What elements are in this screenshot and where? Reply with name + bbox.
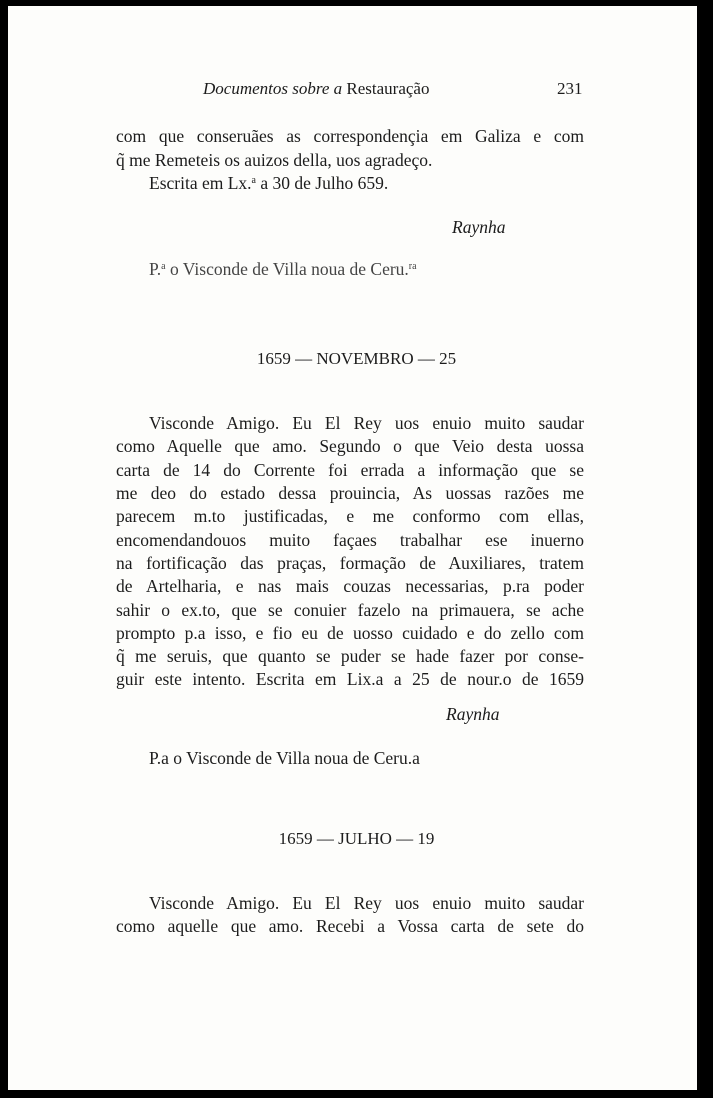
text-line: prompto p.a isso, e fio eu de uosso cuidado e do zello com bbox=[116, 623, 584, 643]
text-line: q̃ me seruis, que quanto se puder se hade fazer por conse- bbox=[116, 646, 584, 666]
text-line: encomendandouos muito façaes trabalhar ese inuerno bbox=[116, 530, 584, 550]
text-line: Visconde Amigo. Eu El Rey uos enuio muito saudar bbox=[149, 413, 584, 433]
address-line: P.$^a$ o Visconde de Villa noua de Ceru.$^{ra}$ bbox=[149, 259, 417, 279]
date-heading: 1659 — NOVEMBRO — 25 bbox=[256, 349, 457, 368]
page-number: 231 bbox=[557, 79, 583, 98]
text-line: parecem m.to justificadas, e me conformo com ellas, bbox=[116, 506, 584, 526]
signature: Raynha bbox=[446, 704, 500, 724]
scan-border-right bbox=[697, 0, 713, 1098]
text-line: de Artelharia, e nas mais couzas necessarias, p.ra poder bbox=[116, 576, 584, 596]
signature: Raynha bbox=[452, 217, 506, 237]
text-line: sahir o ex.to, que se conuier fazelo na primauera, se ache bbox=[116, 600, 584, 620]
text-line: com que conseruães as correspondençia em Galiza e com bbox=[116, 126, 584, 146]
text-line: carta de 14 do Corrente foi errada a informação que se bbox=[116, 460, 584, 480]
text-line: como Aquelle que amo. Segundo o que Veio desta uossa bbox=[116, 436, 584, 456]
text-line: guir este intento. Escrita em Lix.a a 25 de nour.o de 1659 bbox=[116, 669, 584, 689]
text-line: como aquelle que amo. Recebi a Vossa carta de sete do bbox=[116, 916, 584, 936]
running-header bbox=[203, 79, 429, 99]
text-line: me deo do estado dessa prouincia, As uossas razões me bbox=[116, 483, 584, 503]
text-line: Visconde Amigo. Eu El Rey uos enuio muito saudar bbox=[149, 893, 584, 913]
scan-border-bottom bbox=[0, 1090, 713, 1098]
text-line: na fortificação das praças, formação de Auxiliares, tratem bbox=[116, 553, 584, 573]
text-line: q̃ me Remeteis os auizos della, uos agradeço. bbox=[116, 150, 433, 170]
header-title-italic: Documentos sobre a bbox=[203, 79, 343, 98]
closing-line: Escrita em Lx.$^a$ a 30 de Julho 659. bbox=[149, 173, 389, 193]
header-title-roman: Restauração bbox=[346, 79, 430, 98]
scan-border-left bbox=[0, 0, 8, 1098]
address-line: P.a o Visconde de Villa noua de Ceru.a bbox=[149, 748, 420, 768]
date-heading: 1659 — JULHO — 19 bbox=[278, 829, 435, 848]
